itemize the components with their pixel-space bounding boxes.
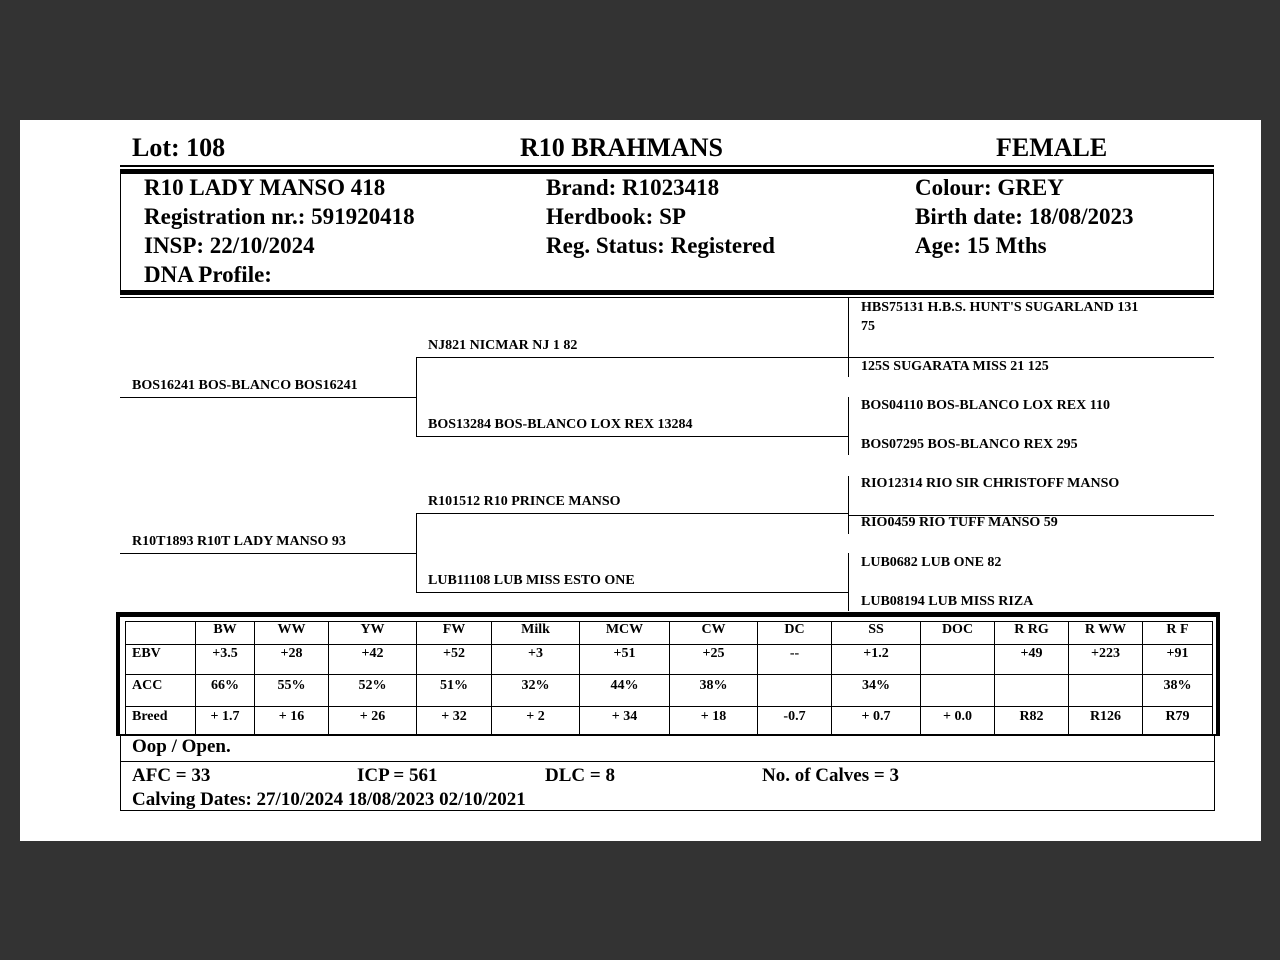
ebv-frame-right — [1216, 612, 1220, 736]
acc-row-label: ACC — [126, 675, 196, 707]
colour: Colour: GREY — [915, 175, 1064, 200]
ebv-frame-left — [116, 612, 120, 736]
acc-cell: 55% — [255, 675, 329, 707]
gg-bracket-3 — [848, 476, 849, 534]
ebv-col-header: MCW — [580, 622, 670, 645]
info-rule-thin — [120, 297, 1214, 298]
calving-dates: Calving Dates: 27/10/2024 18/08/2023 02/10/2021 — [132, 789, 526, 810]
gg-bracket-2 — [848, 397, 849, 455]
sex-label: FEMALE — [996, 133, 1108, 162]
ebv-table — [125, 621, 1213, 736]
acc-cell: 51% — [417, 675, 492, 707]
ebv-cell: +1.2 — [832, 645, 921, 675]
dam-sire-underline — [416, 513, 848, 514]
acc-row — [126, 675, 1213, 707]
birth-date: Birth date: 18/08/2023 — [915, 204, 1134, 229]
info-rule-thick — [120, 290, 1214, 295]
breed-cell: + 32 — [417, 707, 492, 736]
animal-name: R10 LADY MANSO 418 — [144, 175, 386, 200]
icp-value: ICP = 561 — [357, 765, 438, 786]
footer-border-left — [120, 736, 121, 811]
breed-cell: + 18 — [670, 707, 758, 736]
brand: Brand: R1023418 — [546, 175, 720, 200]
dam-sire-name: R101512 R10 PRINCE MANSO — [428, 494, 621, 509]
acc-cell: 66% — [196, 675, 255, 707]
gg6-name: RIO0459 RIO TUFF MANSO 59 — [861, 515, 1058, 530]
calves-count: No. of Calves = 3 — [762, 765, 899, 786]
registration-status: Reg. Status: Registered — [546, 233, 775, 258]
pregnancy-status: Oop / Open. — [132, 736, 231, 757]
sire-name: BOS16241 BOS-BLANCO BOS16241 — [132, 378, 358, 393]
breed-cell: + 0.0 — [921, 707, 995, 736]
ebv-cell — [921, 645, 995, 675]
acc-cell: 38% — [670, 675, 758, 707]
dam-bracket — [416, 513, 417, 593]
ebv-col-header: DC — [758, 622, 832, 645]
ebv-cell: +51 — [580, 645, 670, 675]
acc-cell — [758, 675, 832, 707]
ebv-col-header: YW — [329, 622, 417, 645]
ebv-cell: +28 — [255, 645, 329, 675]
breeder-name: R10 BRAHMANS — [520, 133, 723, 162]
acc-cell — [1069, 675, 1143, 707]
dam-dam-underline — [416, 592, 848, 593]
ebv-cell: +25 — [670, 645, 758, 675]
acc-cell: 34% — [832, 675, 921, 707]
acc-cell — [995, 675, 1069, 707]
footer-border-right — [1214, 736, 1215, 811]
acc-cell: 52% — [329, 675, 417, 707]
header-rule-thick — [120, 169, 1214, 174]
ebv-frame-top-thick — [116, 612, 1220, 617]
breed-cell: -0.7 — [758, 707, 832, 736]
gg5-name: RIO12314 RIO SIR CHRISTOFF MANSO — [861, 476, 1120, 491]
ebv-cell: +223 — [1069, 645, 1143, 675]
acc-cell: 32% — [492, 675, 580, 707]
age: Age: 15 Mths — [915, 233, 1047, 258]
breed-cell: R126 — [1069, 707, 1143, 736]
sire-sire-name: NJ821 NICMAR NJ 1 82 — [428, 338, 578, 353]
pedigree-sheet — [20, 120, 1261, 841]
breed-cell: + 2 — [492, 707, 580, 736]
gg1-name-line2: 75 — [861, 319, 875, 334]
breed-row — [126, 707, 1213, 736]
ebv-cell: +3.5 — [196, 645, 255, 675]
breed-cell: + 34 — [580, 707, 670, 736]
sire-dam-name: BOS13284 BOS-BLANCO LOX REX 13284 — [428, 417, 693, 432]
sire-sire-underline — [416, 357, 848, 358]
lot-number: Lot: 108 — [132, 133, 226, 162]
footer-divider — [120, 761, 1215, 762]
ebv-row — [126, 645, 1213, 675]
ebv-col-header: WW — [255, 622, 329, 645]
dlc-value: DLC = 8 — [545, 765, 615, 786]
ebv-cell: +3 — [492, 645, 580, 675]
info-border-left — [120, 174, 121, 290]
gg3-name: BOS04110 BOS-BLANCO LOX REX 110 — [861, 398, 1110, 413]
ebv-cell: +52 — [417, 645, 492, 675]
info-border-right — [1213, 174, 1214, 290]
breed-cell: R79 — [1143, 707, 1213, 736]
gg7-name: LUB0682 LUB ONE 82 — [861, 555, 1002, 570]
breed-row-label: Breed — [126, 707, 196, 736]
sire-dam-underline — [416, 436, 848, 437]
acc-cell: 38% — [1143, 675, 1213, 707]
inspection-date: INSP: 22/10/2024 — [144, 233, 315, 258]
ebv-cell: +42 — [329, 645, 417, 675]
gg-bracket-1 — [848, 298, 849, 377]
acc-cell — [921, 675, 995, 707]
breed-cell: + 0.7 — [832, 707, 921, 736]
gg8-name: LUB08194 LUB MISS RIZA — [861, 594, 1034, 609]
ebv-col-header: SS — [832, 622, 921, 645]
gg4-name: BOS07295 BOS-BLANCO REX 295 — [861, 437, 1078, 452]
registration-number: Registration nr.: 591920418 — [144, 204, 415, 229]
gg1-underline — [848, 357, 1214, 358]
ebv-cell: -- — [758, 645, 832, 675]
sire-underline — [120, 397, 416, 398]
dam-underline — [120, 553, 416, 554]
ebv-col-header: CW — [670, 622, 758, 645]
gg1-name-line1: HBS75131 H.B.S. HUNT'S SUGARLAND 131 — [861, 300, 1139, 315]
ebv-col-header: Milk — [492, 622, 580, 645]
gg-bracket-4 — [848, 553, 849, 611]
gg2-name: 125S SUGARATA MISS 21 125 — [861, 359, 1049, 374]
afc-value: AFC = 33 — [132, 765, 211, 786]
ebv-row-label: EBV — [126, 645, 196, 675]
dna-profile: DNA Profile: — [144, 262, 272, 287]
ebv-col-header — [126, 622, 196, 645]
breed-cell: + 1.7 — [196, 707, 255, 736]
sire-bracket — [416, 357, 417, 437]
ebv-cell: +91 — [1143, 645, 1213, 675]
ebv-col-header: R RG — [995, 622, 1069, 645]
breed-cell: + 16 — [255, 707, 329, 736]
acc-cell: 44% — [580, 675, 670, 707]
ebv-col-header: FW — [417, 622, 492, 645]
ebv-col-header: BW — [196, 622, 255, 645]
dam-name: R10T1893 R10T LADY MANSO 93 — [132, 534, 346, 549]
ebv-col-header: R WW — [1069, 622, 1143, 645]
dam-dam-name: LUB11108 LUB MISS ESTO ONE — [428, 573, 635, 588]
ebv-col-header: DOC — [921, 622, 995, 645]
header-rule-thin — [120, 165, 1214, 167]
ebv-cell: +49 — [995, 645, 1069, 675]
breed-cell: + 26 — [329, 707, 417, 736]
herdbook: Herdbook: SP — [546, 204, 686, 229]
ebv-header-row — [126, 622, 1213, 645]
breed-cell: R82 — [995, 707, 1069, 736]
ebv-col-header: R F — [1143, 622, 1213, 645]
